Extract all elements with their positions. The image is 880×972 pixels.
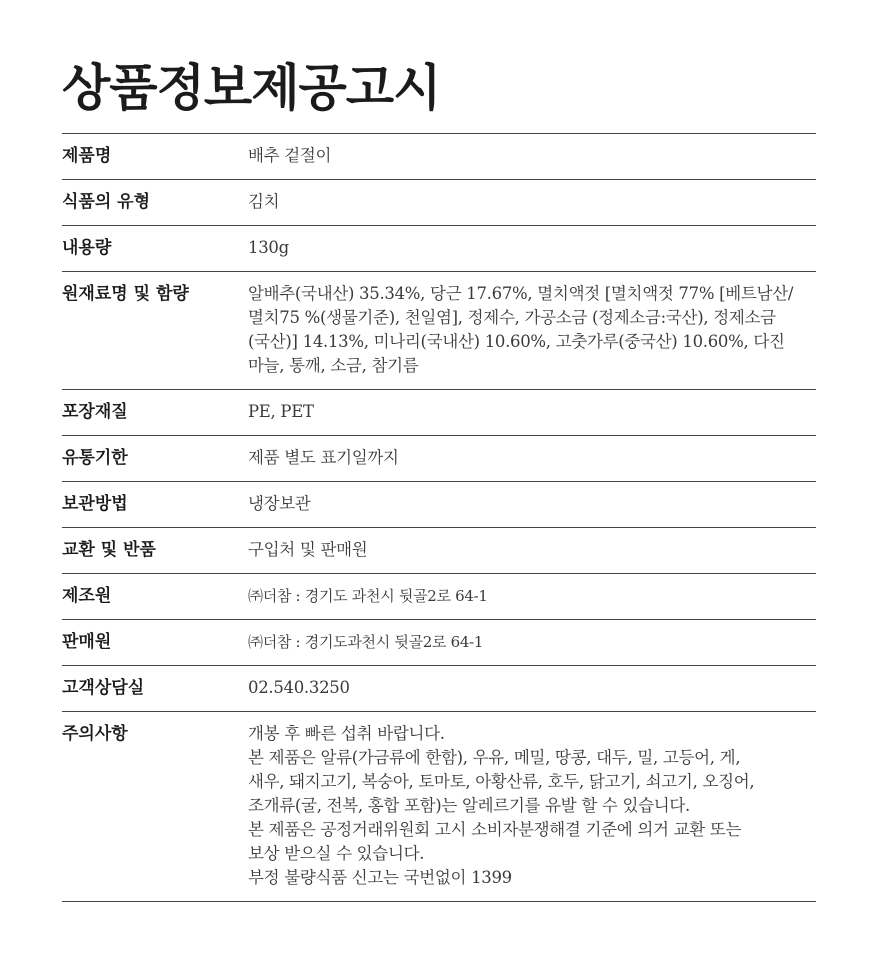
row-label: 유통기한 xyxy=(62,448,128,468)
row-label: 내용량 xyxy=(62,238,112,258)
table-row-storage xyxy=(62,482,816,528)
row-value: 02.540.3250 xyxy=(248,678,350,697)
ingredients-line: 마늘, 통깨, 소금, 참기름 xyxy=(248,356,419,375)
row-label: 주의사항 xyxy=(62,724,128,744)
product-info-table xyxy=(62,133,816,902)
caution-line: 개봉 후 빠른 섭취 바랍니다. xyxy=(248,724,445,743)
row-value: ㈜더참 : 경기도과천시 뒷골2로 64-1 xyxy=(248,633,484,651)
table-row-food-type xyxy=(62,180,816,226)
row-label: 고객상담실 xyxy=(62,678,145,698)
table-row-exchange xyxy=(62,528,816,574)
page-title: 상품정보제공고시 xyxy=(62,58,441,117)
ingredients-line: 알배추(국내산) 35.34%, 당근 17.67%, 멸치액젓 [멸치액젓 77% [베트남산/ xyxy=(248,284,794,303)
row-value: 김치 xyxy=(248,192,280,211)
row-value: 배추 겉절이 xyxy=(248,146,332,165)
table-row-customer-center xyxy=(62,666,816,712)
row-label: 제품명 xyxy=(62,146,112,166)
row-label: 포장재질 xyxy=(62,402,128,422)
row-value: 130g xyxy=(248,238,289,257)
row-value xyxy=(248,722,816,890)
row-value: ㈜더참 : 경기도 과천시 뒷골2로 64-1 xyxy=(248,587,488,605)
row-label: 원재료명 및 함량 xyxy=(62,284,189,304)
caution-line: 본 제품은 공정거래위원회 고시 소비자분쟁해결 기준에 의거 교환 또는 xyxy=(248,820,742,839)
table-row-product-name xyxy=(62,134,816,180)
caution-line: 본 제품은 알류(가금류에 한함), 우유, 메밀, 땅콩, 대두, 밀, 고등어, 게, xyxy=(248,748,741,767)
caution-line: 조개류(굴, 전복, 홍합 포함)는 알레르기를 유발 할 수 있습니다. xyxy=(248,796,691,815)
row-label: 식품의 유형 xyxy=(62,192,151,212)
table-row-ingredients xyxy=(62,272,816,390)
row-label: 교환 및 반품 xyxy=(62,540,156,560)
table-row-cautions xyxy=(62,712,816,902)
table-row-packaging xyxy=(62,390,816,436)
caution-line: 보상 받으실 수 있습니다. xyxy=(248,844,425,863)
row-value: PE, PET xyxy=(248,402,314,421)
row-label: 판매원 xyxy=(62,632,112,652)
row-label: 보관방법 xyxy=(62,494,128,514)
row-value: 구입처 및 판매원 xyxy=(248,540,368,559)
caution-line: 새우, 돼지고기, 복숭아, 토마토, 아황산류, 호두, 닭고기, 쇠고기, 오징어, xyxy=(248,772,755,791)
row-label: 제조원 xyxy=(62,586,112,606)
caution-line: 부정 불량식품 신고는 국번없이 1399 xyxy=(248,868,512,887)
table-row-seller xyxy=(62,620,816,666)
table-row-manufacturer xyxy=(62,574,816,620)
ingredients-line: (국산)] 14.13%, 미나리(국내산) 10.60%, 고춧가루(중국산) 10.60%, 다진 xyxy=(248,332,785,351)
row-value xyxy=(248,282,816,378)
table-row-net-weight xyxy=(62,226,816,272)
row-value: 제품 별도 표기일까지 xyxy=(248,448,399,467)
ingredients-line: 멸치75 %(생물기준), 천일염], 정제수, 가공소금 (정제소금:국산), 정제소금 xyxy=(248,308,776,327)
table-row-expiry xyxy=(62,436,816,482)
row-value: 냉장보관 xyxy=(248,494,311,513)
